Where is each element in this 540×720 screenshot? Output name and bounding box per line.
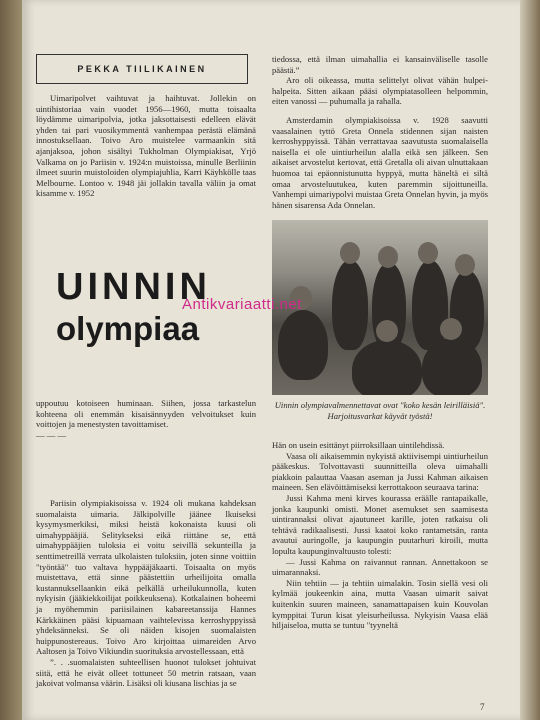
paragraph: Jussi Kahma meni kirves kourassa eräälle rantapaikalle, jonka kaupunki omisti. Monet asemukset sen saamisesta uintirannaksi olivat ajautuneet karille, joten ratkaisu oli tehtävä radikaalisesti. Jussi kaatoi koko rantametsän, ranta avautui auringolle, ja kaupungin puutarhuri kiroili, mutta lopulta kaupunginvaltuusto tolesti:	[272, 492, 488, 556]
article-title-line2: olympiaa	[56, 310, 200, 347]
photo-head	[418, 242, 438, 264]
paragraph: tiedossa, että ilman uimahallia ei kansainväliselle tasolle päästä.”	[272, 54, 488, 75]
paragraph: Hän on usein esittänyt piirroksillaan uintilehdissä.	[272, 440, 445, 450]
photo-head	[455, 254, 475, 276]
paragraph: Pariisin olympiakisoissa v. 1924 oli mukana kahdeksan suomalaista uimaria. Jälkipolville jäänee lkuiseksi kysymysmerkiksi, miksi heistä kokonaista kuusi oli uimahyppääjiä. Selitykseksi eikä riittäne se, että uimahyppääjien tuloksia ei voitu seivillä sekunteilla ja senttimetreillä verrata ulkolaisten tuloksiin, joten sinne voittiin "työntää" tuo valtava hyppääjäkaarti. Toisaalta on myös muistettava, että sinne päästettiin urheilijoita omalla kustannuksellaankin eikä pelkällä urheilukunnolla, kuten nykyisin (jääkiekkoilijat poikkeuksena). Kotkalainen boheemi ja myöhemmin pariisilainen kabareetanssija Hannes Kärkkäinen pääsi kipuamaan vaihtelevissa kerroshyppyissä yhdeksänneksi. Se oli näiden kisojen suomalaisten huippunostereaus. Toivo Aro kirjoittaa uimareiden Arvo Aaltosen ja Toivo Vikiundin suorituksia arvostellessaan, että	[36, 498, 256, 657]
photo-figure	[422, 338, 482, 395]
paragraph: Vaasa oli aikaisemmin nykyistä aktiivisempi uintiurheilun pääkeskus. Tolvottavasti suunnitteilla oleva uimahalli piakkoin palauttaa Vaasan aseman ja Jussi Kahman aikaisen maineen. Sen elävöittämiseksi kerrottakoon seuraava tarina:	[272, 450, 488, 493]
column-intro	[36, 93, 256, 199]
photo-figure	[332, 260, 368, 350]
article-title-line1: UINNIN	[56, 266, 211, 308]
photo-caption: Uinnin olympiavalmennettavat ovat "koko kesän leirilläisiä". Harjoitusvarkat käyvät työstä!	[274, 400, 486, 421]
paragraph: — Jussi Kahma on raivannut rannan. Annettakoon se uimarannaksi.	[272, 556, 488, 578]
paragraph: Uimaripolvet vaihtuvat ja haihtuvat. Jollekin on uintihistoriaa vain vuodet 1956—1960, mutta toisaalta löydämme uimaripolvia, jotka jaksottaisesti edelleen elävät yhden tai pari vuosikymmentä vanhempaa perästä elämänä innostuksellaan. Toivo Aro muistelee varmaankin sitä ajanjaksoa, johon sisältyi Tukholman Olympiakisat, Yrjö Valkama on jo Pariisin v. 1924:n muistoissa, minulle Berliinin ilmeet suurin muistoloiden olympiajuhlia, Karri Käyhkölle taas Melbourne. Lontoo v. 1948 jäi jollakin tavalla väliin ja omat kisamme v. 1952	[36, 93, 256, 199]
page-edge	[520, 0, 540, 720]
watermark: Antikvariaatti.net	[182, 296, 302, 313]
photo-head	[340, 242, 360, 264]
paragraph: Amsterdamin olympiakisoissa v. 1928 saavutti vaasalainen tyttö Greta Onnela stidennen sijan naisten kerroshyppyissä. Tähän verrattavaa saavutusta suomalaisella naisella ei ole uintiurheilun alalla eikä sen jälkeen. Sen aikaiset arvostelut kertovat, että Gretalla oli aivan ulnuttakaan huomoa tai epäonnistunutta hyppyä, mutta häneltä ei siltä omaa arvosteluutukea, kuten paremmin sijoittuneilla. Vanhempi uimariypolvi muistaa Greta Onnelan hyvin, ja myös hänen sisarensa Ada Onnelan.	[272, 114, 488, 210]
paragraph: uppoutuu kotoiseen huminaan. Siihen, jossa tarkastelun kohteena oli enemmän kisaisännyyden velvoitukset kuin voittojen ja menestysten tavoittamiset.	[36, 398, 256, 430]
paragraph: ”. . .suomalaisten suhteellisen huonot tulokset johtuivat siitä, että he eivät olleet tottuneet 50 metrin ratsaan, vaan jakoivat volmansa väärin. Lisäksi oli kiusana lischias ja se	[36, 656, 256, 689]
photo-head	[378, 246, 398, 268]
section-divider: — — —	[36, 429, 67, 440]
column-right-top	[272, 54, 488, 210]
swimmers-photo	[272, 220, 488, 395]
photo-head	[440, 318, 462, 340]
photo-figure	[278, 310, 328, 380]
column-left-middle	[36, 398, 256, 440]
photo-figure	[352, 340, 422, 395]
column-left-bottom	[36, 498, 256, 689]
paragraph: Aro oli oikeassa, mutta selittelyt olivat vähän hulpei-halpeita. Sitten aikaan pääsi olympiatasolleen helpommin, eiten vanossi — puhumalla ja rahalla.	[272, 75, 488, 107]
book-spine-shadow	[0, 0, 22, 720]
photo-head	[376, 320, 398, 342]
author-box	[36, 54, 248, 84]
paragraph: Niin tehtiin — ja tehtiin uimalakin. Tosin siellä vesi oli kylmää joukeenkin aina, mutta Vaasan uimarit saivat kuitenkin suuren maineen, sanamattapaisen kuin Kouvolan kymppitai Turun kisat yleisurheilussa. Nykyisin Vaasa elää hiljaiseloa, mutta se tuntuu "tyyneltä	[272, 577, 488, 631]
column-right-bottom	[272, 440, 488, 631]
page-number: 7	[480, 702, 485, 712]
author-name: PEKKA TIILIKAINEN	[77, 64, 207, 74]
